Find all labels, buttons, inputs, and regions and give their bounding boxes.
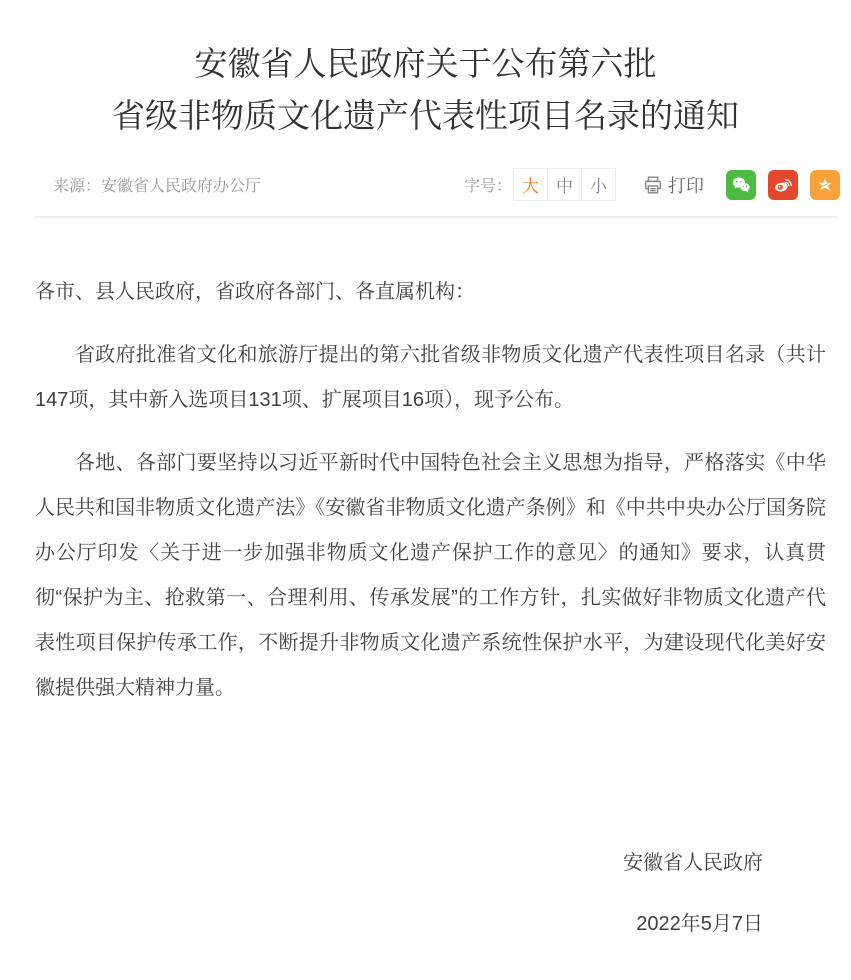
page-title-line1: 安徽省人民政府关于公布第六批	[194, 45, 657, 82]
font-size-switcher	[514, 168, 616, 201]
paragraph-requirements: 各地、各部门要坚持以习近平新时代中国特色社会主义思想为指导，严格落实《中华人民共和国非物质文化遗产法》《安徽省非物质文化遗产条例》和《中共中央办公厅国务院办公厅印发〈关于进一步加强非物质文化遗产保护工作的意见〉的通知》要求，认真贯彻“保护为主、抢救第一、合理利用、传承发展”的工作方针，扎实做好非物质文化遗产代表性项目保护传承工作，不断提升非物质文化遗产系统性保护水平，为建设现代化美好安徽提供强大精神力量。	[35, 452, 826, 699]
signature-block	[0, 841, 763, 947]
divider	[35, 216, 837, 218]
print-label: 打印	[668, 175, 704, 196]
notice-body	[35, 270, 826, 711]
font-size-large-button[interactable]: 大	[513, 168, 548, 201]
paragraph-salutation: 各市、县人民政府，省政府各部门、各直属机构：	[35, 281, 475, 303]
share-bar	[726, 170, 840, 200]
source-label: 来源：安徽省人民政府办公厅	[53, 178, 262, 195]
print-button[interactable]	[642, 172, 704, 198]
font-size-label: 字号：	[463, 178, 512, 195]
font-size-medium-button[interactable]: 中	[547, 168, 582, 201]
printer-icon	[642, 174, 664, 196]
signature-date: 2022年5月7日	[636, 913, 763, 935]
weibo-share-icon[interactable]	[768, 170, 798, 200]
font-size-small-button[interactable]: 小	[581, 168, 616, 201]
qzone-star-share-icon[interactable]	[810, 170, 840, 200]
meta-bar	[53, 168, 840, 201]
page-title	[40, 38, 811, 142]
paragraph-announcement: 省政府批准省文化和旅游厅提出的第六批省级非物质文化遗产代表性项目名录（共计147项，其中新入选项目131项、扩展项目16项），现予公布。	[35, 344, 826, 411]
signature-name: 安徽省人民政府	[623, 852, 763, 874]
notice-page	[0, 38, 851, 980]
page-title-line2: 省级非物质文化遗产代表性项目名录的通知	[112, 97, 739, 134]
article-controls	[464, 168, 840, 201]
wechat-share-icon[interactable]	[726, 170, 756, 200]
